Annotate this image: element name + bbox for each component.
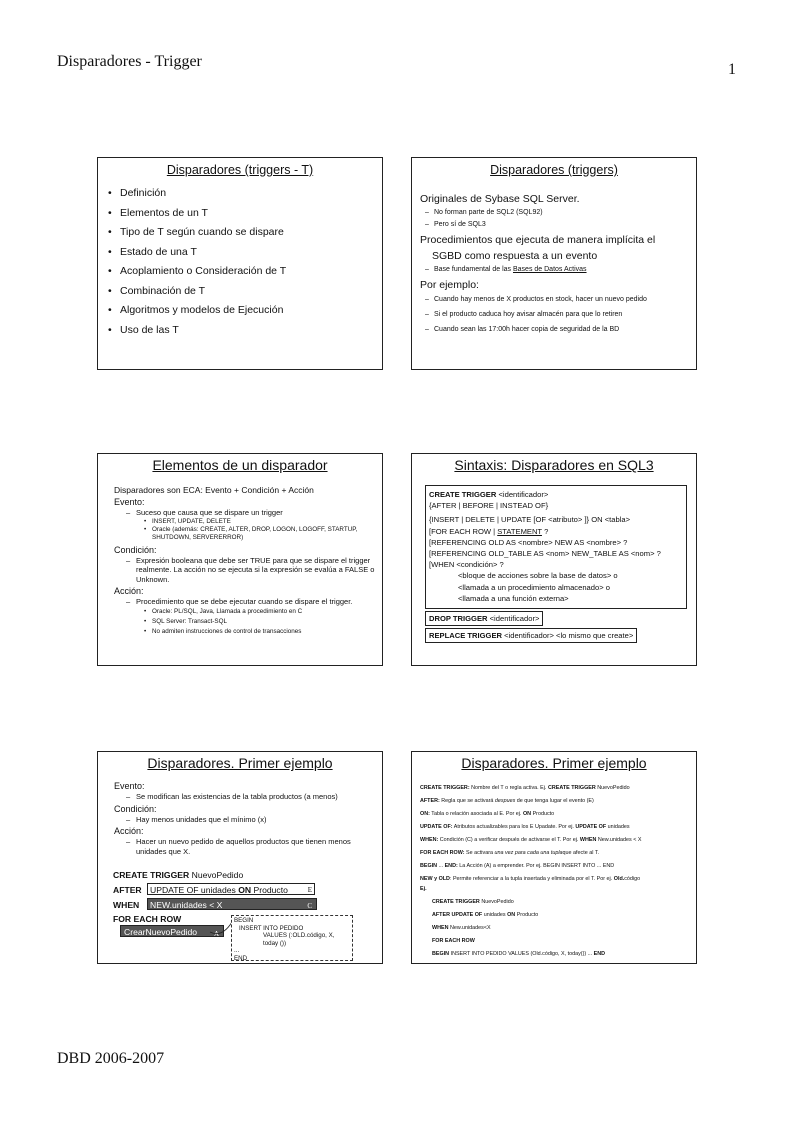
slide-5	[97, 751, 383, 964]
text: NuevoPedido	[479, 899, 514, 905]
keyword: NEW y OLD	[420, 876, 450, 882]
keyword: CREATE TRIGGER	[547, 785, 596, 791]
slide-3-subsubpoint: • SQL Server: Transact-SQL	[114, 618, 376, 626]
slide-1	[97, 157, 383, 370]
italic-text: una vez para cada una tupla	[494, 850, 563, 856]
keyword: END	[593, 951, 606, 957]
keyword: ON	[507, 912, 516, 918]
keyword: AFTER:	[420, 798, 440, 804]
slide-2-subpoint: – Cuando sean las 17:00h hacer copia de seguridad de la BD	[420, 325, 688, 334]
syntax-line: {INSERT | DELETE | UPDATE [OF <atributo> ]} ON <tabla>	[429, 515, 631, 525]
text: : Permite referenciar a la tupla insertada y eliminada por el T. Por ej.	[449, 876, 614, 882]
slide-2-subpoint: – Pero sí de SQL3	[420, 220, 688, 229]
keyword: UPDATE OF:	[420, 824, 453, 830]
text: <identificador>	[496, 490, 549, 499]
keyword: END:	[444, 863, 458, 869]
bd-activas-link: Bases de Datos Activas	[513, 266, 587, 273]
slide-2-title: Disparadores (triggers)	[490, 163, 618, 177]
definition-line	[420, 811, 690, 818]
keyword: AFTER UPDATE OF	[432, 912, 483, 918]
slide-3-subsubpoint: • No admiten instrucciones de control de transacciones	[114, 628, 376, 636]
condition-tag: C	[307, 902, 312, 910]
text: <identificador>	[487, 614, 540, 623]
slide-5-subpoint: – Hay menos unidades que el mínimo (x)	[114, 815, 376, 825]
syntax-line: <bloque de acciones sobre la base de datos> o	[458, 571, 618, 581]
slide-2	[411, 157, 697, 370]
slide-4-title: Sintaxis: Disparadores en SQL3	[454, 457, 654, 473]
list-item: • Estado de una T	[120, 246, 382, 258]
event-tag: E	[307, 886, 312, 894]
list-item: • Tipo de T según cuando se dispare	[120, 226, 382, 238]
definition-line	[420, 785, 690, 792]
page-number: 1	[728, 61, 736, 78]
text: UPDATE OF unidades	[150, 885, 239, 895]
slide-6-title: Disparadores. Primer ejemplo	[461, 755, 647, 771]
text: Se activara	[464, 850, 495, 856]
text: Nombre del T o regla activa. Ej.	[469, 785, 548, 791]
underlined-keyword: STATEMENT	[497, 526, 542, 536]
keyword: CREATE TRIGGER	[432, 899, 480, 905]
slide-2-subpoint: – No forman parte de SQL2 (SQL92)	[420, 208, 688, 217]
slide-3-subsubpoint: • Oracle (además: CREATE, ALTER, DROP, LOGON, LOGOFF, STARTUP, SHUTDOWN, SERVERERROR)	[114, 526, 376, 542]
text: Condición (C) a verificar después de activarse el T. Por ej.	[438, 837, 580, 843]
keyword: CREATE TRIGGER	[429, 490, 497, 499]
list-item: • Acoplamiento o Consideración de T	[120, 265, 382, 277]
replace-trigger-box	[425, 628, 637, 643]
slide-1-title: Disparadores (triggers - T)	[166, 163, 314, 177]
definition-line	[420, 863, 690, 870]
code-line: BEGIN	[234, 917, 254, 924]
definition-line	[420, 837, 690, 844]
syntax-line: <llamada a un procedimiento almacenado> o	[458, 582, 610, 592]
syntax-line: {AFTER | BEFORE | INSTEAD OF}	[429, 501, 549, 511]
keyword: BEGIN	[432, 951, 450, 957]
example-label: Ej.	[420, 886, 427, 892]
action-tag: A	[213, 930, 219, 938]
italic-text: despues	[494, 798, 516, 804]
keyword: BEGIN	[420, 863, 438, 869]
list-item: • Definición	[120, 187, 382, 199]
keyword: WHEN	[579, 837, 597, 843]
condition-text: NEW.unidades < X	[150, 900, 223, 910]
text: que afecte al T.	[562, 850, 600, 856]
keyword: DROP TRIGGER	[429, 614, 488, 623]
for-each-row: FOR EACH ROW	[113, 914, 182, 924]
slide-3-subsubpoint: • Oracle: PL/SQL, Java, Llamada a procedimiento en C	[114, 608, 376, 616]
list-item: • Combinación de T	[120, 285, 382, 297]
slide-3-subpoint: – Suceso que causa que se dispare un trigger	[114, 508, 376, 518]
slide-5-heading: Condición:	[114, 803, 157, 814]
example-line	[420, 912, 690, 919]
text: Producto	[531, 811, 555, 817]
text: Base fundamental de las	[434, 266, 513, 273]
procedure-name: CrearNuevoPedido	[124, 927, 198, 937]
slide-2-point: Procedimientos que ejecuta de manera implícita el	[420, 234, 656, 246]
example-line	[420, 925, 690, 932]
text: de que tenga lugar el evento (E)	[515, 798, 594, 804]
text: Regla que se activará	[439, 798, 495, 804]
text: ...	[437, 863, 445, 869]
slide-3-subsubpoint: • INSERT, UPDATE, DELETE	[114, 518, 376, 526]
keyword: CREATE TRIGGER	[113, 870, 190, 880]
text: Producto	[251, 885, 288, 895]
drop-trigger-box	[425, 611, 543, 626]
syntax-line	[429, 526, 683, 537]
keyword: ON	[238, 885, 252, 895]
list-item: • Elementos de un T	[120, 207, 382, 219]
text: Tabla o relación asociada al E. Por ej.	[429, 811, 523, 817]
after-keyword: AFTER	[113, 885, 142, 895]
definition-line	[420, 798, 690, 805]
slide-3-heading: Evento:	[114, 497, 145, 507]
slide-6	[411, 751, 697, 964]
slide-4	[411, 453, 697, 666]
list-item: • Algoritmos y modelos de Ejecución	[120, 304, 382, 316]
slide-3-heading: Condición:	[114, 544, 157, 555]
slide-3-subpoint: – Expresión booleana que debe ser TRUE para que se dispare el trigger realmente. La acción no se ejecuta si la expresión se evalúa a FALSE o Unknown.	[114, 556, 376, 585]
keyword: REPLACE TRIGGER	[429, 631, 502, 640]
definition-line	[420, 824, 690, 831]
text: New.unidades < X	[596, 837, 642, 843]
syntax-line: [REFERENCING OLD_TABLE AS <nom> NEW_TABLE AS <nom> ?	[429, 549, 661, 559]
slide-5-subpoint: – Hacer un nuevo pedido de aquellos productos que tienen menos unidades que X.	[114, 837, 376, 856]
slide-3-heading: Acción:	[114, 586, 144, 596]
slide-3-title: Elementos de un disparador	[152, 457, 328, 473]
slide-3	[97, 453, 383, 666]
create-trigger-syntax-box	[425, 485, 687, 609]
slide-2-point-cont: SGBD como respuesta a un evento	[432, 250, 598, 262]
syntax-line	[429, 489, 683, 500]
definition-line	[420, 876, 690, 883]
slide-2-subpoint: – Cuando hay menos de X productos en stock, hacer un nuevo pedido	[420, 295, 688, 304]
keyword: Old.	[613, 876, 625, 882]
slide-5-title: Disparadores. Primer ejemplo	[147, 755, 333, 771]
code-line: END	[234, 954, 248, 962]
text: [FOR EACH ROW |	[429, 526, 498, 536]
keyword: UPDATE OF	[575, 824, 607, 830]
document-footer: DBD 2006-2007	[57, 1050, 165, 1067]
keyword: WHEN:	[420, 837, 439, 843]
code-line: VALUES (:OLD.código, X, today ())	[263, 932, 335, 947]
text: <identificador> <lo mismo que create>	[502, 631, 634, 640]
text: ?	[541, 526, 549, 536]
example-line	[420, 951, 690, 958]
text: INSERT INTO PEDIDO VALUES (Old.código, X, today()) ...	[449, 951, 594, 957]
keyword: ON	[522, 811, 532, 817]
definition-line	[420, 850, 690, 857]
keyword: WHEN	[432, 925, 449, 931]
slide-2-subpoint	[420, 265, 688, 274]
text: Atributos actualizables para los E Upadate. Por ej.	[452, 824, 576, 830]
slide-5-heading: Acción:	[114, 826, 144, 836]
slide-2-point: Originales de Sybase SQL Server.	[420, 193, 580, 205]
syntax-line: [WHEN <condición> ?	[429, 560, 504, 570]
text: NuevoPedido	[595, 785, 630, 791]
slide-2-point: Por ejemplo:	[420, 279, 479, 291]
code-line: ...	[234, 947, 240, 954]
keyword: CREATE TRIGGER:	[420, 785, 470, 791]
when-keyword: WHEN	[113, 900, 140, 910]
slide-5-heading: Evento:	[114, 781, 145, 791]
keyword: FOR EACH ROW:	[420, 850, 465, 856]
slide-1-bullet-list	[98, 187, 382, 336]
document-header-title: Disparadores - Trigger	[57, 53, 202, 70]
syntax-line: [REFERENCING OLD AS <nombre> NEW AS <nombre> ?	[429, 537, 628, 547]
slide-3-intro: Disparadores son ECA: Evento + Condición + Acción	[114, 485, 314, 495]
text: unidades	[482, 912, 508, 918]
text: New.unidades<X	[448, 925, 491, 931]
slide-2-subpoint: – Si el producto caduca hoy avisar almacén para que lo retiren	[420, 310, 688, 319]
list-item: • Uso de las T	[120, 324, 382, 336]
code-line: INSERT INTO PEDIDO	[239, 924, 304, 932]
syntax-line: <llamada a una función externa>	[458, 593, 569, 603]
keyword: ON:	[420, 811, 430, 817]
text: código	[624, 876, 641, 882]
action-code-box	[231, 915, 353, 961]
slide-5-subpoint: – Se modifican las existencias de la tabla productos (a menos)	[114, 792, 376, 802]
example-line	[420, 899, 690, 906]
slide-3-subpoint: – Procedimiento que se debe ejecutar cuando se dispare el trigger.	[114, 597, 376, 607]
trigger-name: NuevoPedido	[189, 870, 244, 880]
text: unidades	[606, 824, 630, 830]
text: La Acción (A) a emprender. Por ej. BEGIN INSERT INTO ... END	[457, 863, 615, 869]
example-line: FOR EACH ROW	[432, 938, 475, 944]
text: Producto	[515, 912, 539, 918]
